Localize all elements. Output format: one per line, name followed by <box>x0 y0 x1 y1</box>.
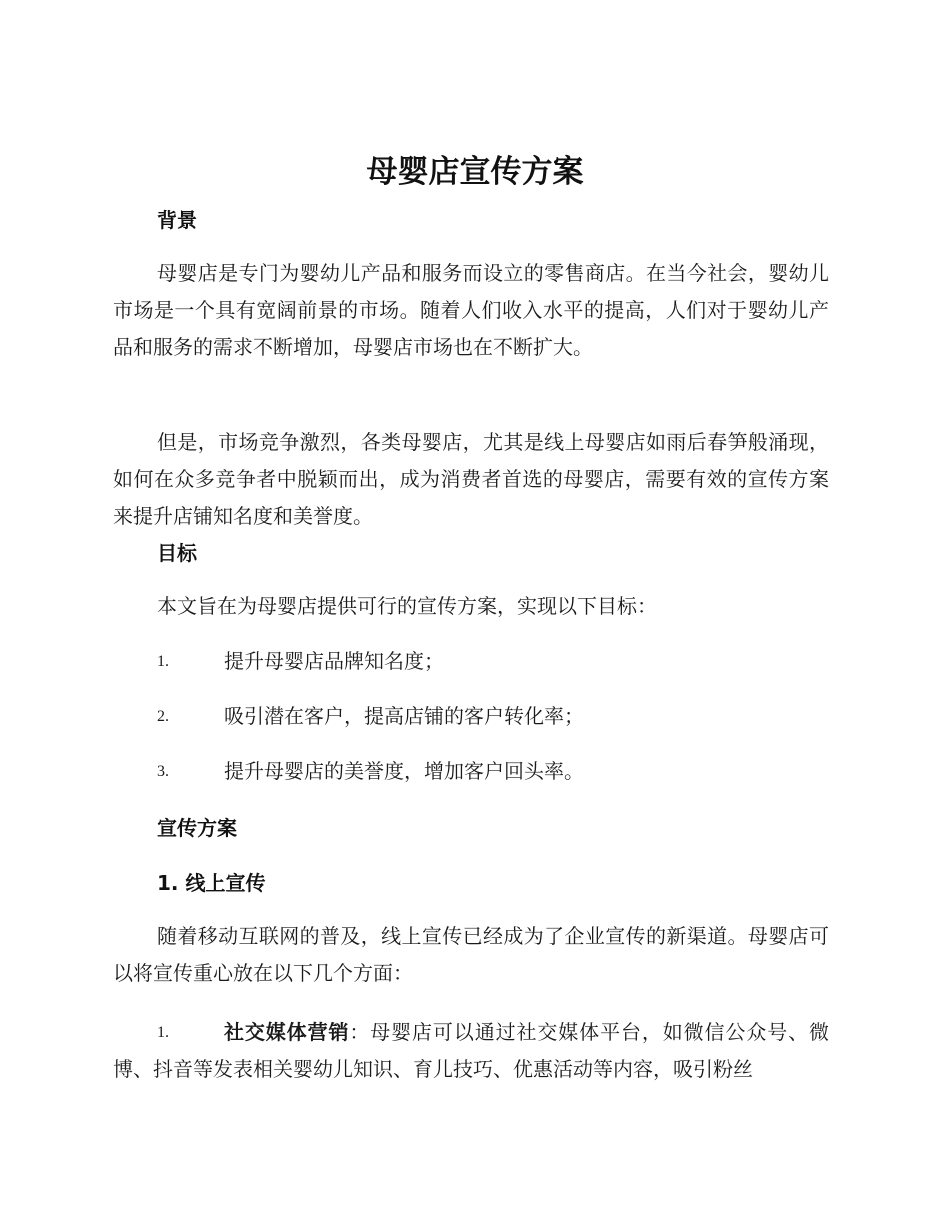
list-number: 1. <box>157 1024 169 1041</box>
document-title: 母婴店宣传方案 <box>366 154 584 190</box>
list-text: ：母婴店可以通过社交媒体平台，如微信公众号、微博、抖音等发表相关婴幼儿知识、育儿技巧、优惠活动等内容，吸引粉丝 <box>113 1020 830 1081</box>
list-number: 1. <box>157 653 169 670</box>
section-heading-plan: 宣传方案 <box>157 816 237 840</box>
section-heading-background: 背景 <box>157 208 197 232</box>
list-number: 2. <box>157 708 169 725</box>
list-text: 提升母婴店品牌知名度； <box>224 649 444 673</box>
list-text: 提升母婴店的美誉度，增加客户回头率。 <box>224 759 584 783</box>
section-heading-goal: 目标 <box>157 541 197 565</box>
list-text: 吸引潜在客户，提高店铺的客户转化率； <box>224 704 584 728</box>
list-bold-term: 社交媒体营销 <box>224 1020 350 1044</box>
list-number: 3. <box>157 763 169 780</box>
paragraph-online-intro: 随着移动互联网的普及，线上宣传已经成为了企业宣传的新渠道。母婴店可以将宣传重心放在以下几个方面： <box>113 924 829 985</box>
paragraph-goal-intro: 本文旨在为母婴店提供可行的宣传方案，实现以下目标： <box>157 594 657 618</box>
subsection-heading-online: 1. 线上宣传 <box>157 871 266 895</box>
paragraph-background-1: 母婴店是专门为婴幼儿产品和服务而设立的零售商店。在当今社会，婴幼儿市场是一个具有宽阔前景的市场。随着人们收入水平的提高，人们对于婴幼儿产品和服务的需求不断增加，母婴店市场也在不断扩大。 <box>113 261 829 359</box>
paragraph-background-2: 但是，市场竞争激烈，各类母婴店，尤其是线上母婴店如雨后春笋般涌现，如何在众多竞争者中脱颖而出，成为消费者首选的母婴店，需要有效的宣传方案来提升店铺知名度和美誉度。 <box>113 430 829 528</box>
list-item-online-1 <box>113 1014 829 1088</box>
